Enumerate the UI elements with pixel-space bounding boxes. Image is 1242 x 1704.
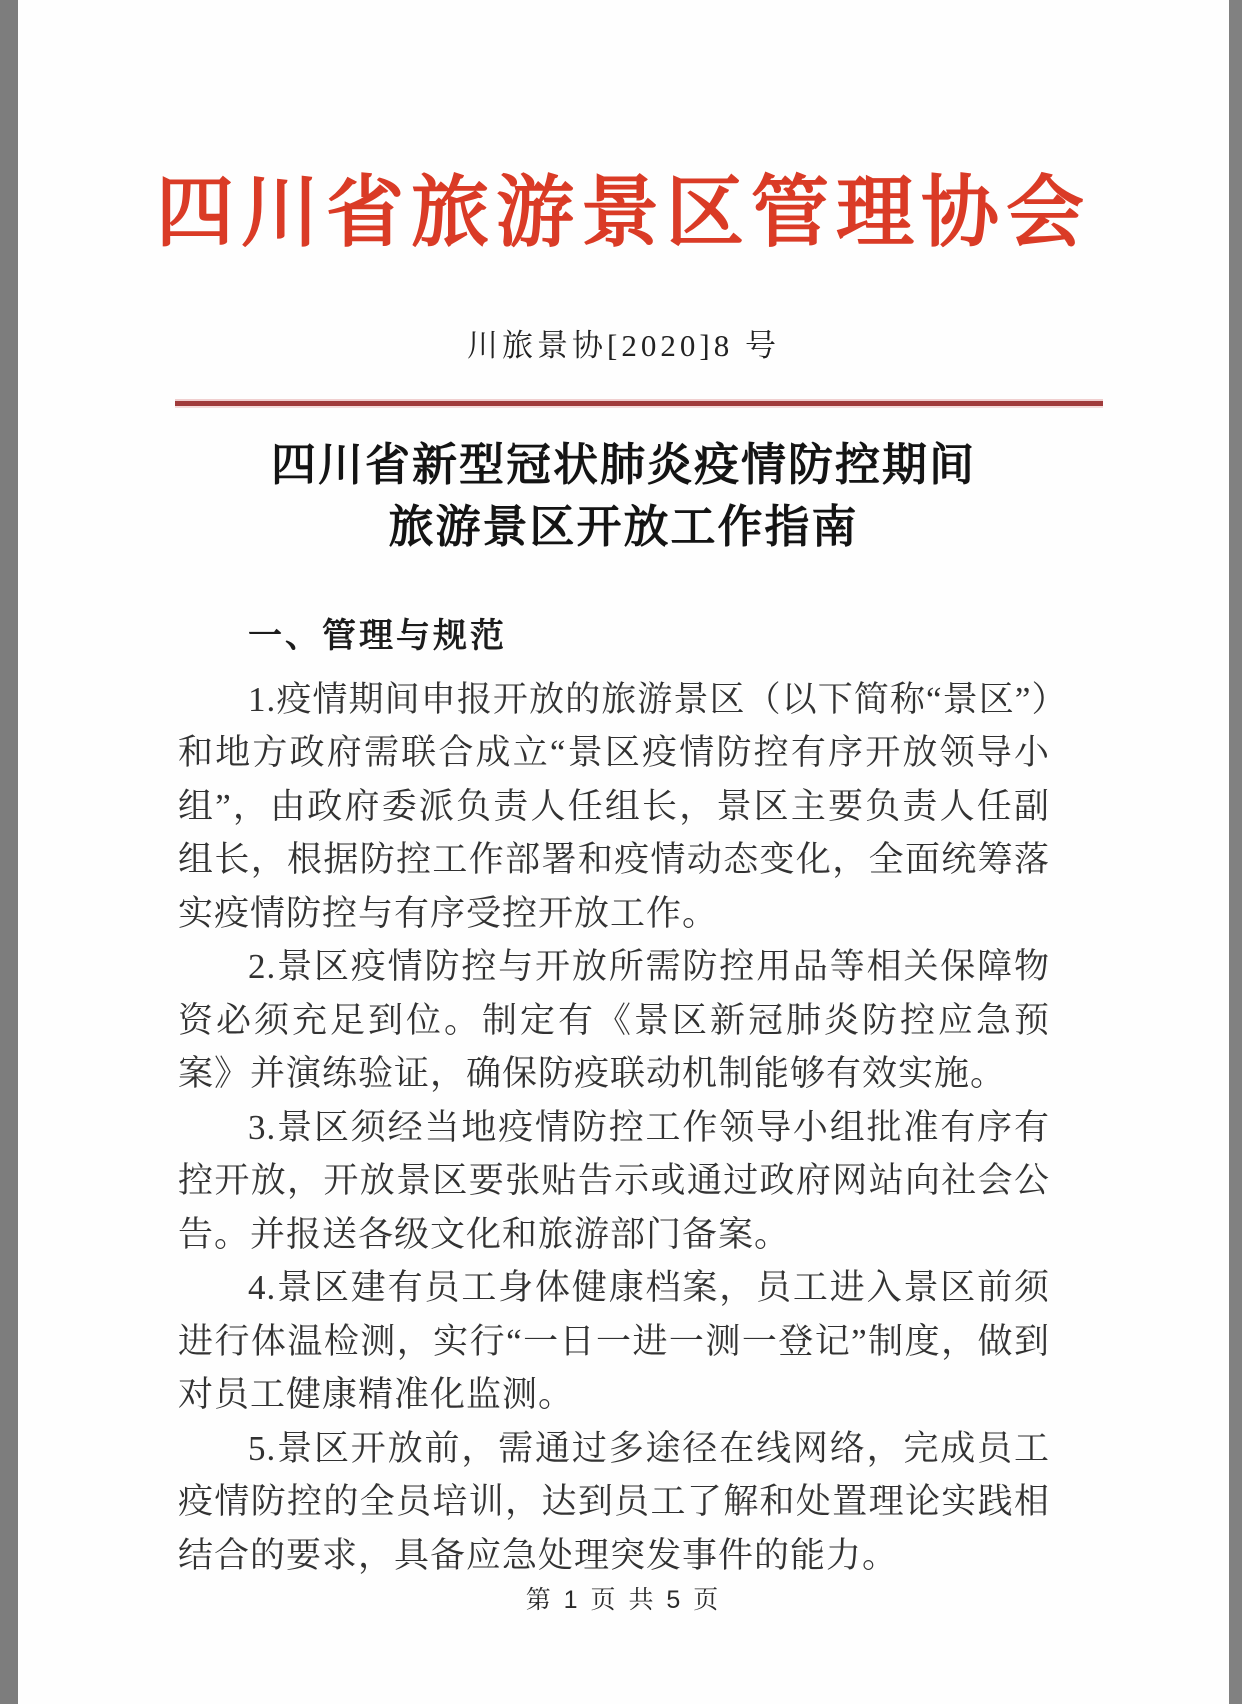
paragraph-3: 3.景区须经当地疫情防控工作领导小组批准有序有控开放，开放景区要张贴告示或通过政府网站向社会公告。并报送各级文化和旅游部门备案。: [178, 1107, 1050, 1254]
paragraph-5: 5.景区开放前，需通过多途径在线网络，完成员工疫情防控的全员培训，达到员工了解和处置理论实践相结合的要求，具备应急处理突发事件的能力。: [178, 1428, 1050, 1575]
document-number: 川旅景协[2020]8 号: [467, 327, 780, 363]
left-edge-bar: [0, 0, 18, 1704]
document-page: [18, 0, 1229, 1704]
document-title-line2: 旅游景区开放工作指南: [388, 500, 859, 552]
page-footer: 第 1 页 共 5 页: [525, 1586, 722, 1614]
red-divider-rule: [175, 401, 1103, 406]
paragraph-2: 2.景区疫情防控与开放所需防控用品等相关保障物资必须充足到位。制定有《景区新冠肺炎防控应急预案》并演练验证，确保防疫联动机制能够有效实施。: [178, 947, 1050, 1094]
paragraph-4: 4.景区建有员工身体健康档案，员工进入景区前须进行体温检测，实行“一日一进一测一登记”制度，做到对员工健康精准化监测。: [178, 1268, 1050, 1415]
right-edge-bar: [1229, 0, 1242, 1704]
document-title: [18, 434, 1229, 558]
association-masthead: 四川省旅游景区管理协会: [155, 169, 1091, 256]
section-heading: 一、管理与规范: [248, 616, 507, 655]
body-text: [178, 673, 1050, 1583]
document-title-line1: 四川省新型冠状肺炎疫情防控期间: [270, 438, 976, 490]
paragraph-1: 1.疫情期间申报开放的旅游景区（以下简称“景区”）和地方政府需联合成立“景区疫情防控有序开放领导小组”，由政府委派负责人任组长，景区主要负责人任副组长，根据防控工作部署和疫情动态变化，全面统筹落实疫情防控与有序受控开放工作。: [178, 679, 1050, 933]
